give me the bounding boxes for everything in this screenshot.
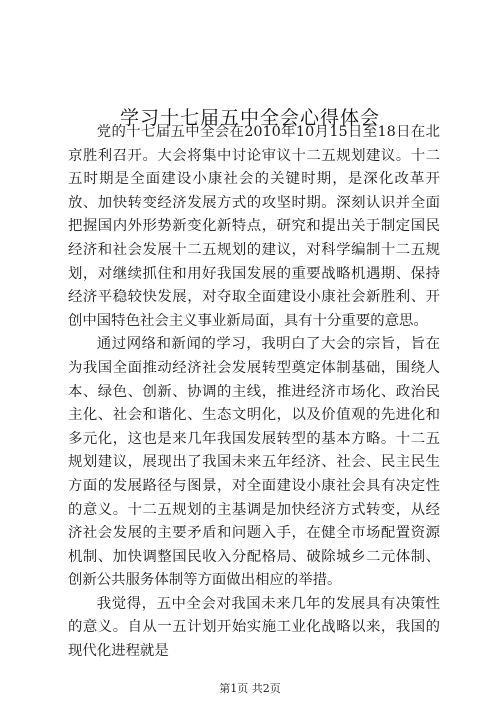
document-title: 学习十七届五中全会心得体会 bbox=[119, 106, 380, 129]
paragraph-3: 我觉得，五中全会对我国未来几年的发展具有决策性的意义。自从一五计划开始实施工业化战略以来，我国的现代化进程就是 bbox=[68, 595, 440, 660]
paragraph-1: 党的十七届五中全会在2010年10月15日至18日在北京胜利召开。大会将集中讨论审议十二五规划建议。十二五时期是全面建设小康社会的关键时期，是深化改革开放、加快转变经济发展方式的攻坚时期。深刻认识并全面把握国内外形势新变化新特点，研究和提出关于制定国民经济和社会发展十二五规划的建议，对科学编制十二五规划，对继续抓住和用好我国发展的重要战略机遇期、保持经济平稳较快发展，对夺取全面建设小康社会新胜利、开创中国特色社会主义事业新局面，具有十分重要的意思。 bbox=[68, 124, 440, 329]
paragraph-2: 通过网络和新闻的学习，我明白了大会的宗旨，旨在为我国全面推动经济社会发展转型奠定体制基础，围绕人本、绿色、创新、协调的主线，推进经济市场化、政治民主化、社会和谐化、生态文明化，以及价值观的先进化和多元化，这也是来几年我国发展转型的基本方略。十二五规划建议，展现出了我国未来五年经济、社会、民主民生方面的发展路径与图景，对全面建设小康社会具有决定性的意义。十二五规划的主基调是加快经济方式转变，从经济社会发展的主要矛盾和问题入手，在健全市场配置资源机制、加快调整国民收入分配格局、破除城乡二元体制、创新公共服务体制等方面做出相应的举措。 bbox=[68, 336, 440, 589]
document-body bbox=[68, 121, 440, 664]
page-footer: 第1页 共2页 bbox=[219, 682, 281, 695]
